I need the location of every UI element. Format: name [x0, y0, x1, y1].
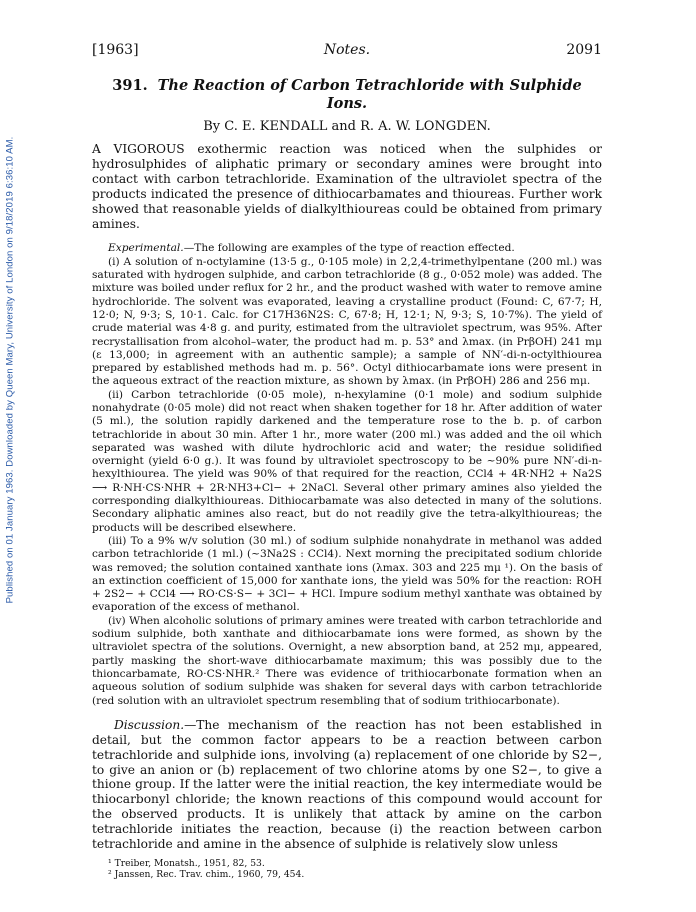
discussion-text: —The mechanism of the reaction has not been established in detail, but the common factor appears to be a reaction between carbon tetrachloride and sulphide ions, involving (a) replacement of one chloride by S2−, to give an anion or (b) replacement of two chlorine atoms by one S2−, to give a thione group. If the latter were the initial reaction, the key intermediate would be thiocarbonyl chloride; the known reactions of this compound would account for the observed products. It is unlikely that attack by amine on the carbon tetrachloride initiates the reaction, because (i) the reaction between carbon tetrachloride and amine in the absence of sulphide is relatively slow unless — [92, 717, 602, 852]
authors: By C. E. KENDALL and R. A. W. LONGDEN. — [203, 119, 491, 134]
intro-paragraph: A VIGOROUS exothermic reaction was noticed when the sulphides or hydrosulphides of aliphatic primary or secondary amines were brought into contact with carbon tetrachloride. Examination of the ultraviolet spectra of the products indicated the presence of dithiocarbamates and thioureas. Further work showed that reasonable yields of dialkylthioureas could be obtained from primary amines. — [92, 142, 602, 231]
footnotes — [92, 858, 602, 881]
footnote-1: ¹ Treiber, Monatsh., 1951, 82, 53. — [108, 857, 265, 869]
discussion-heading: Discussion. — [114, 717, 185, 732]
article-title — [92, 77, 602, 113]
footnote-2: ² Janssen, Rec. Trav. chim., 1960, 79, 454. — [108, 869, 305, 881]
download-note: Published on 01 January 1963. Downloaded by Queen Mary, University of London on 9/18/2019 6:36:10 AM. — [4, 136, 16, 604]
running-header — [92, 42, 602, 64]
experiment-iv: (iv) When alcoholic solutions of primary amines were treated with carbon tetrachloride and sodium sulphide, both xanthate and dithiocarbamate ions were formed, as shown by the ultraviolet spectra of the solutions. Overnight, a new absorption band, at 252 mμ, appeared, partly masking the short-wave dithiocarbamate maximum; this was possibly due to the thioncarbamate, RO·CS·NHR.² There was evidence of trithiocarbonate formation when an aqueous solution of sodium sulphide was shaken for several days with carbon tetrachloride (red solution with an ultraviolet spectrum resembling that of sodium trithiocarbonate). — [92, 614, 602, 707]
article-title-text: The Reaction of Carbon Tetrachloride with Sulphide Ions. — [157, 77, 582, 112]
experimental-heading: Experimental. — [108, 242, 184, 255]
article-number: 391. — [112, 77, 148, 94]
experiment-iii: (iii) To a 9% w/v solution (30 ml.) of sodium sulphide nonahydrate in methanol was added carbon tetrachloride (1 ml.) (~3Na2S : CCl4). Next morning the precipitated sodium chloride was removed; the solution contained xanthate ions (λmax. 303 and 225 mμ ¹). On the basis of an extinction coefficient of 15,000 for xanthate ions, the yield was 50% for the reaction: ROH + 2S2− + CCl4 ⟶ RO·CS·S− + 3Cl− + HCl. Impure sodium methyl xanthate was obtained by evaporation of the excess of methanol. — [92, 534, 602, 614]
volume-year: [1963] — [92, 42, 139, 58]
experiment-i: (i) A solution of n-octylamine (13·5 g., 0·105 mole) in 2,2,4-trimethylpentane (200 ml.) was saturated with hydrogen sulphide, and carbon tetrachloride (8 g., 0·052 mole) was added. The mixture was boiled under reflux for 2 hr., and the product washed with water to remove amine hydrochloride. The solvent was evaporated, leaving a crystalline product (Found: C, 67·7; H, 12·0; N, 9·3; S, 10·1. Calc. for C17H36N2S: C, 67·8; H, 12·1; N, 9·3; S, 10·7%). The yield of crude material was 4·8 g. and purity, estimated from the ultraviolet spectrum, was 95%. After recrystallisation from alcohol–water, the product had m. p. 53° and λmax. (in PrβOH) 241 mμ (ε 13,000; in agreement with an authentic sample); a sample of NN′-di-n-octylthiourea prepared by established methods had m. p. 56°. Octyl dithiocarbamate ions were present in the aqueous extract of the reaction mixture, as shown by λmax. (in PrβOH) 286 and 256 mμ. — [92, 255, 603, 388]
page-number: 2091 — [566, 42, 602, 58]
page — [92, 42, 602, 881]
section-name: Notes. — [323, 42, 371, 58]
discussion-paragraph — [92, 718, 602, 852]
experimental-intro — [92, 242, 602, 255]
experimental-lead: —The following are examples of the type of reaction effected. — [183, 242, 515, 255]
download-watermark — [2, 136, 18, 604]
experiment-ii: (ii) Carbon tetrachloride (0·05 mole), n-hexylamine (0·1 mole) and sodium sulphide nonahydrate (0·05 mole) did not react when shaken together for 18 hr. After addition of water (5 ml.), the solution rapidly darkened and the temperature rose to the b. p. of carbon tetrachloride in about 30 min. After 1 hr., more water (200 ml.) was added and the oil which separated was washed with dilute hydrochloric acid and water; the residue solidified overnight (yield 6·0 g.). It was found by ultraviolet spectroscopy to be ~90% pure NN′-di-n-hexylthiourea. The yield was 90% of that required for the reaction, CCl4 + 4R·NH2 + Na2S ⟶ R·NH·CS·NHR + 2R·NH3+Cl− + 2NaCl. Several other primary amines also yielded the corresponding dialkylthioureas. Dithiocarbamate was also detected in many of the solutions. Secondary aliphatic amines also react, but do not readily give the tetra-alkylthioureas; the products will be described elsewhere. — [92, 388, 602, 534]
